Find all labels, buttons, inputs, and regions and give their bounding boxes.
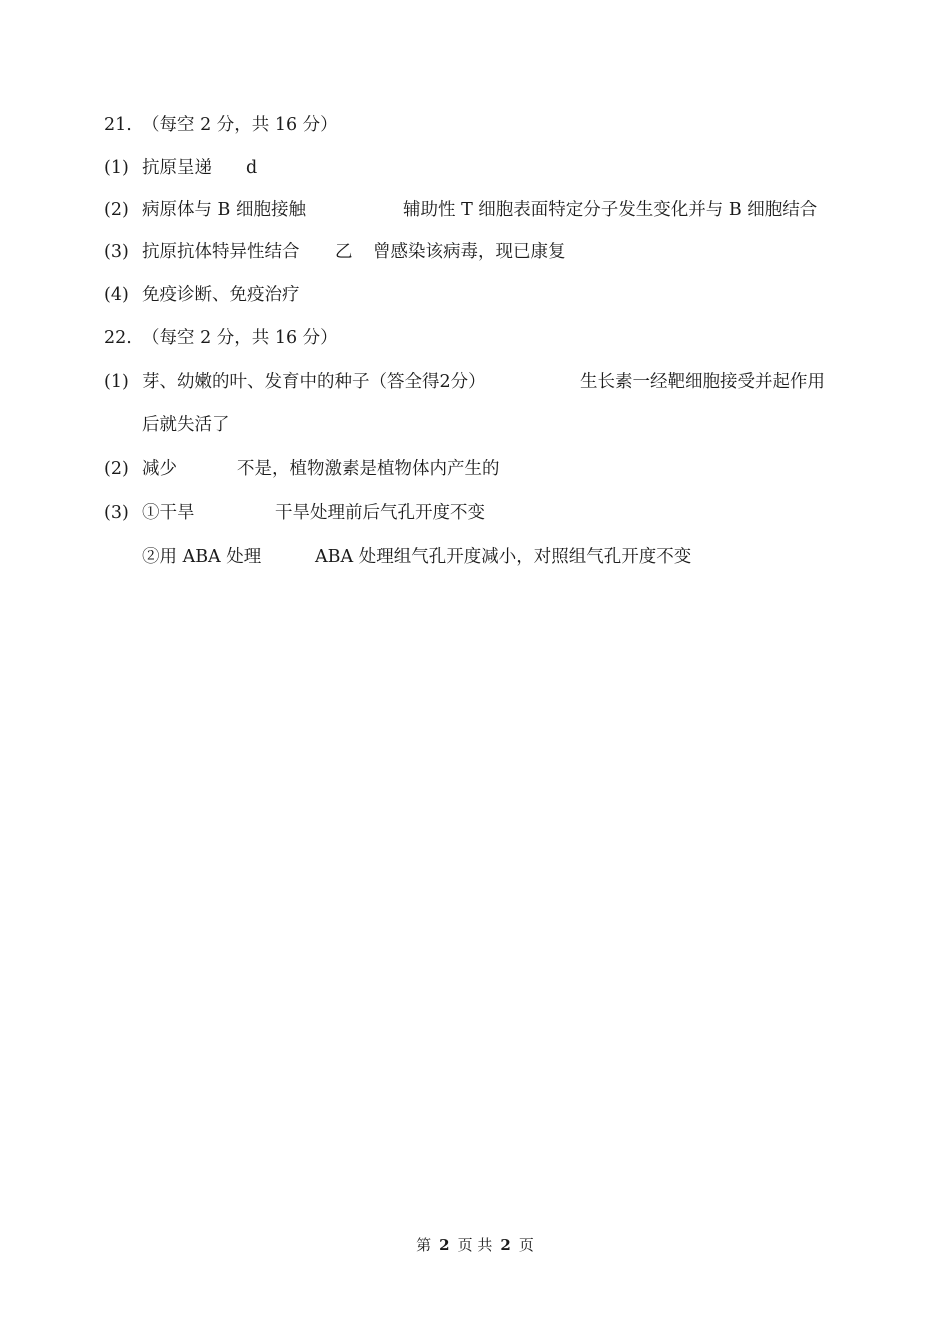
answer: ABA 处理组气孔开度减小，对照组气孔开度不变	[315, 547, 692, 567]
score-note: （每空 2 分，共 16 分）	[142, 328, 338, 348]
footer-middle: 页 共	[457, 1236, 493, 1254]
answer: 不是，植物激素是植物体内产生的	[237, 459, 500, 479]
item-label: (2)	[104, 200, 129, 220]
answer: 抗原呈递	[142, 158, 212, 178]
item-label: (1)	[104, 372, 129, 392]
answer: 干旱处理前后气孔开度不变	[275, 503, 485, 523]
question-number: 21.	[104, 115, 132, 135]
question-number: 22.	[104, 328, 132, 348]
answer: d	[246, 158, 258, 178]
answer: 生长素一经靶细胞接受并起作用	[580, 372, 825, 392]
answer: 辅助性 T 细胞表面特定分子发生变化并与 B 细胞结合	[403, 200, 818, 220]
item-label: (4)	[104, 285, 129, 305]
answer-continued: 后就失活了	[142, 415, 230, 435]
item-label: (3)	[104, 503, 129, 523]
answer: 曾感染该病毒，现已康复	[373, 242, 566, 262]
answer: ②用 ABA 处理	[142, 547, 262, 567]
answer: 减少	[142, 459, 177, 479]
item-label: (3)	[104, 242, 129, 262]
answer: ①干旱	[142, 503, 195, 523]
score-note: （每空 2 分，共 16 分）	[142, 115, 338, 135]
total-pages: 2	[500, 1236, 511, 1254]
footer-suffix: 页	[518, 1236, 534, 1254]
answer: 芽、幼嫩的叶、发育中的种子（答全得2分）	[142, 372, 486, 392]
answer: 免疫诊断、免疫治疗	[142, 285, 300, 305]
answer: 乙	[335, 242, 353, 262]
footer-prefix: 第	[416, 1236, 432, 1254]
page-number: 2	[439, 1236, 450, 1254]
answer: 病原体与 B 细胞接触	[142, 200, 306, 220]
item-label: (2)	[104, 459, 129, 479]
answer: 抗原抗体特异性结合	[142, 242, 300, 262]
item-label: (1)	[104, 158, 129, 178]
page-footer	[0, 1234, 950, 1255]
